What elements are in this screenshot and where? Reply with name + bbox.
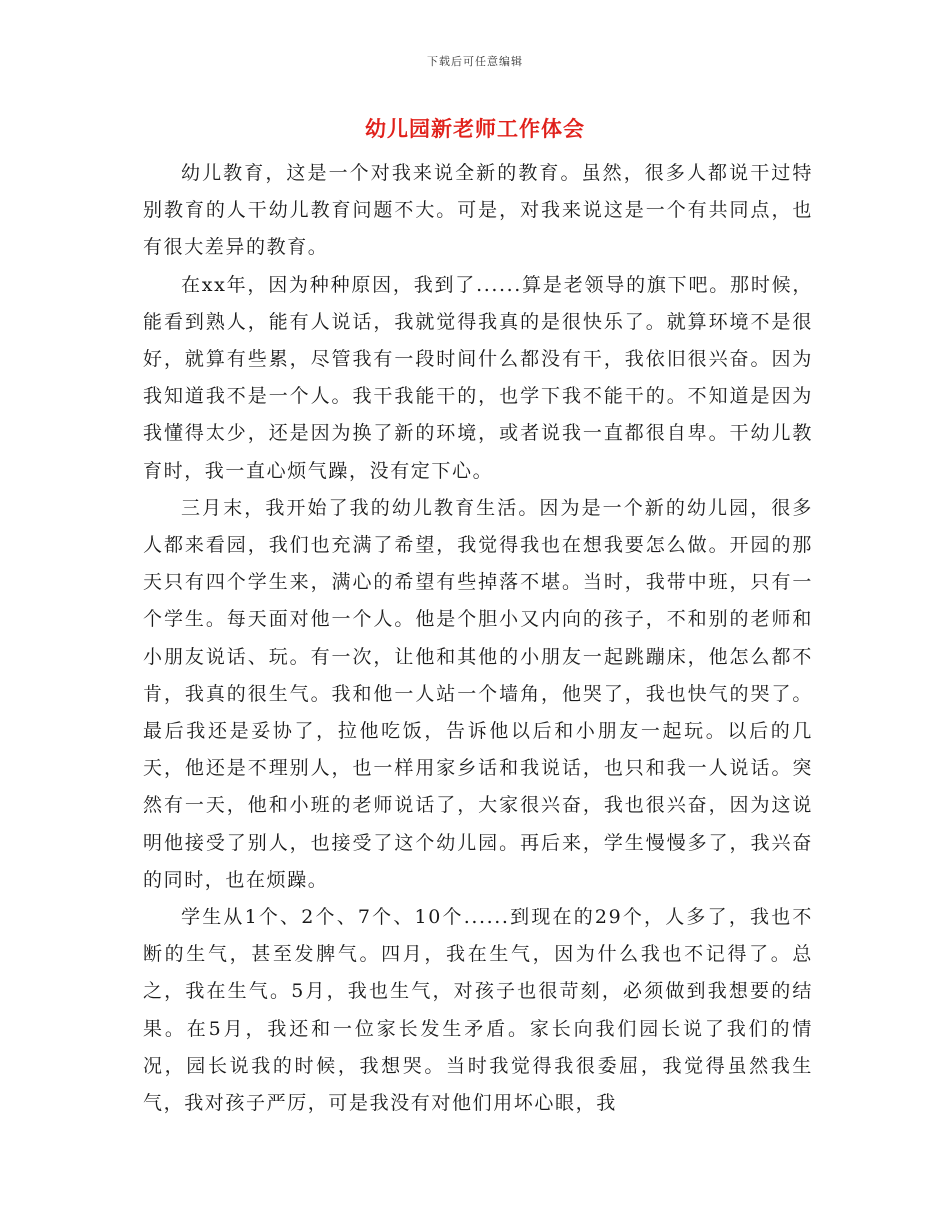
paragraph-4: 学生从1个、2个、7个、10个......到现在的29个，人多了，我也不断的生气，甚至发脾气。四月，我在生气，因为什么我也不记得了。总之，我在生气。5月，我也生气，对孩子也很苛刻，必须做到我想要的结果。在5月，我还和一位家长发生矛盾。家长向我们园长说了我们的情况，园长说我的时候，我想哭。当时我觉得我很委屈，我觉得虽然我生气，我对孩子严厉，可是我没有对他们用坏心眼，我	[143, 906, 813, 1115]
document-body	[143, 155, 813, 1122]
document-title: 幼儿园新老师工作体会	[365, 117, 585, 141]
paragraph-3: 三月末，我开始了我的幼儿教育生活。因为是一个新的幼儿园，很多人都来看园，我们也充满了希望，我觉得我也在想我要怎么做。开园的那天只有四个学生来，满心的希望有些掉落不堪。当时，我带中班，只有一个学生。每天面对他一个人。他是个胆小又内向的孩子，不和别的老师和小朋友说话、玩。有一次，让他和其他的小朋友一起跳蹦床，他怎么都不肯，我真的很生气。我和他一人站一个墙角，他哭了，我也快气的哭了。最后我还是妥协了，拉他吃饭，告诉他以后和小朋友一起玩。以后的几天，他还是不理别人，也一样用家乡话和我说话，也只和我一人说话。突然有一天，他和小班的老师说话了，大家很兴奋，我也很兴奋，因为这说明他接受了别人，也接受了这个幼儿园。再后来，学生慢慢多了，我兴奋的同时，也在烦躁。	[143, 496, 813, 891]
paragraph-2: 在xx年，因为种种原因，我到了......算是老领导的旗下吧。那时候，能看到熟人，能有人说话，我就觉得我真的是很快乐了。就算环境不是很好，就算有些累，尽管我有一段时间什么都没有干，我依旧很兴奋。因为我知道我不是一个人。我干我能干的，也学下我不能干的。不知道是因为我懂得太少，还是因为换了新的环境，或者说我一直都很自卑。干幼儿教育时，我一直心烦气躁，没有定下心。	[143, 273, 813, 482]
paragraph-1: 幼儿教育，这是一个对我来说全新的教育。虽然，很多人都说干过特别教育的人干幼儿教育问题不大。可是，对我来说这是一个有共同点，也有很大差异的教育。	[143, 162, 813, 259]
page-header-note: 下载后可任意编辑	[427, 55, 523, 68]
